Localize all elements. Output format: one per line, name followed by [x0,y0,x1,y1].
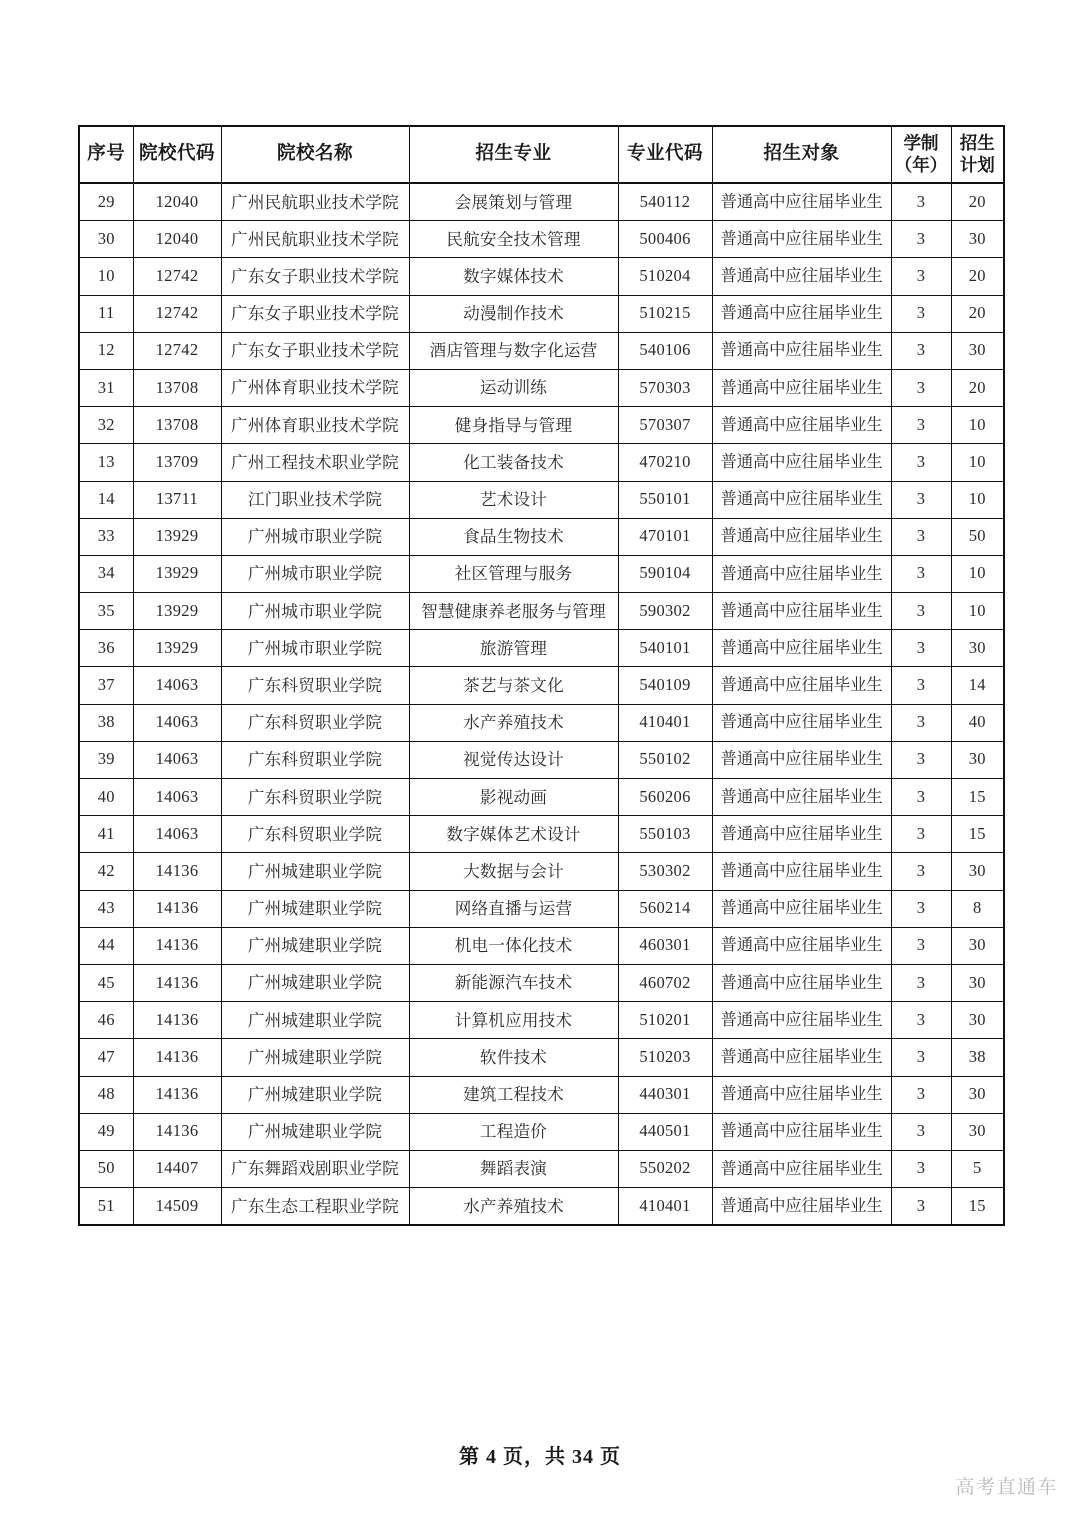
cell-institution-code: 13708 [133,369,221,406]
cell-seq: 14 [79,481,133,518]
cell-seq: 35 [79,593,133,630]
cell-institution-name: 广东女子职业技术学院 [221,258,409,295]
table-row [79,1150,1004,1187]
cell-years: 3 [891,1076,951,1113]
cell-plan: 20 [951,183,1004,221]
cell-major: 水产养殖技术 [409,1188,618,1226]
cell-years: 3 [891,258,951,295]
table-row [79,741,1004,778]
cell-institution-name: 广东科贸职业学院 [221,816,409,853]
cell-major: 会展策划与管理 [409,183,618,221]
column-header-institution-code: 院校代码 [133,126,221,183]
cell-seq: 34 [79,555,133,592]
column-header-years [891,126,951,183]
column-header-plan-line1: 招生 [959,132,995,153]
cell-years: 3 [891,704,951,741]
cell-institution-name: 广东科贸职业学院 [221,667,409,704]
cell-seq: 40 [79,779,133,816]
cell-years: 3 [891,1150,951,1187]
cell-plan: 14 [951,667,1004,704]
cell-major: 智慧健康养老服务与管理 [409,593,618,630]
admissions-table-container [78,125,1003,1226]
cell-target: 普通高中应往届毕业生 [712,369,891,406]
cell-institution-name: 广东科贸职业学院 [221,704,409,741]
cell-major-code: 500406 [618,221,712,258]
cell-target: 普通高中应往届毕业生 [712,481,891,518]
table-row [79,332,1004,369]
cell-seq: 41 [79,816,133,853]
cell-years: 3 [891,1188,951,1226]
cell-plan: 10 [951,593,1004,630]
cell-institution-code: 13708 [133,407,221,444]
cell-institution-code: 12040 [133,183,221,221]
column-header-major: 招生专业 [409,126,618,183]
cell-years: 3 [891,1002,951,1039]
cell-institution-code: 12040 [133,221,221,258]
cell-major: 酒店管理与数字化运营 [409,332,618,369]
cell-plan: 10 [951,481,1004,518]
cell-institution-code: 14136 [133,853,221,890]
cell-major-code: 460702 [618,964,712,1001]
cell-institution-code: 14136 [133,1002,221,1039]
cell-target: 普通高中应往届毕业生 [712,1076,891,1113]
cell-plan: 15 [951,1188,1004,1226]
cell-major: 软件技术 [409,1039,618,1076]
table-header-row [79,126,1004,183]
cell-institution-name: 江门职业技术学院 [221,481,409,518]
table-row [79,1188,1004,1226]
cell-plan: 8 [951,890,1004,927]
cell-major: 数字媒体技术 [409,258,618,295]
cell-major-code: 590104 [618,555,712,592]
cell-plan: 20 [951,295,1004,332]
cell-institution-code: 14509 [133,1188,221,1226]
cell-institution-name: 广东生态工程职业学院 [221,1188,409,1226]
cell-target: 普通高中应往届毕业生 [712,1113,891,1150]
page-footer: 第 4 页，共 34 页 [459,1446,621,1468]
cell-institution-code: 14063 [133,779,221,816]
cell-institution-name: 广州体育职业技术学院 [221,407,409,444]
cell-major-code: 510201 [618,1002,712,1039]
cell-institution-name: 广州城市职业学院 [221,555,409,592]
cell-seq: 43 [79,890,133,927]
cell-major-code: 510204 [618,258,712,295]
table-row [79,444,1004,481]
table-body [79,183,1004,1225]
cell-years: 3 [891,667,951,704]
cell-major-code: 470101 [618,518,712,555]
cell-plan: 30 [951,630,1004,667]
table-row [79,1039,1004,1076]
cell-major-code: 550103 [618,816,712,853]
cell-institution-code: 13709 [133,444,221,481]
table-row [79,1076,1004,1113]
table-row [79,593,1004,630]
cell-plan: 30 [951,221,1004,258]
cell-seq: 30 [79,221,133,258]
cell-institution-name: 广州民航职业技术学院 [221,183,409,221]
cell-institution-code: 12742 [133,258,221,295]
cell-plan: 30 [951,741,1004,778]
table-row [79,964,1004,1001]
cell-major: 茶艺与茶文化 [409,667,618,704]
cell-plan: 30 [951,332,1004,369]
cell-target: 普通高中应往届毕业生 [712,890,891,927]
cell-seq: 11 [79,295,133,332]
cell-institution-name: 广东女子职业技术学院 [221,332,409,369]
cell-years: 3 [891,853,951,890]
cell-years: 3 [891,779,951,816]
table-header [79,126,1004,183]
cell-institution-code: 13929 [133,555,221,592]
cell-plan: 38 [951,1039,1004,1076]
cell-plan: 10 [951,555,1004,592]
cell-major: 健身指导与管理 [409,407,618,444]
column-header-seq: 序号 [79,126,133,183]
cell-major: 食品生物技术 [409,518,618,555]
table-row [79,295,1004,332]
cell-institution-name: 广东科贸职业学院 [221,741,409,778]
cell-years: 3 [891,332,951,369]
cell-target: 普通高中应往届毕业生 [712,1039,891,1076]
cell-institution-name: 广东舞蹈戏剧职业学院 [221,1150,409,1187]
table-row [79,481,1004,518]
cell-institution-name: 广东科贸职业学院 [221,779,409,816]
cell-years: 3 [891,816,951,853]
cell-target: 普通高中应往届毕业生 [712,183,891,221]
cell-years: 3 [891,407,951,444]
cell-institution-code: 14063 [133,816,221,853]
cell-major: 舞蹈表演 [409,1150,618,1187]
table-row [79,816,1004,853]
cell-major: 机电一体化技术 [409,927,618,964]
cell-plan: 5 [951,1150,1004,1187]
cell-major: 建筑工程技术 [409,1076,618,1113]
table-row [79,779,1004,816]
cell-major: 工程造价 [409,1113,618,1150]
cell-major: 影视动画 [409,779,618,816]
cell-plan: 30 [951,964,1004,1001]
cell-years: 3 [891,444,951,481]
cell-major: 视觉传达设计 [409,741,618,778]
table-row [79,1113,1004,1150]
cell-seq: 51 [79,1188,133,1226]
cell-institution-name: 广州城建职业学院 [221,890,409,927]
table-row [79,221,1004,258]
cell-major-code: 560206 [618,779,712,816]
cell-institution-name: 广州城建职业学院 [221,1076,409,1113]
cell-seq: 13 [79,444,133,481]
cell-target: 普通高中应往届毕业生 [712,258,891,295]
cell-years: 3 [891,555,951,592]
cell-target: 普通高中应往届毕业生 [712,1002,891,1039]
cell-major-code: 550102 [618,741,712,778]
cell-plan: 30 [951,1002,1004,1039]
cell-major-code: 510215 [618,295,712,332]
cell-institution-name: 广东女子职业技术学院 [221,295,409,332]
cell-major-code: 410401 [618,704,712,741]
cell-plan: 15 [951,816,1004,853]
cell-seq: 45 [79,964,133,1001]
cell-major-code: 550202 [618,1150,712,1187]
cell-institution-name: 广州城市职业学院 [221,630,409,667]
cell-major-code: 540106 [618,332,712,369]
cell-seq: 36 [79,630,133,667]
cell-years: 3 [891,593,951,630]
cell-target: 普通高中应往届毕业生 [712,518,891,555]
table-row [79,518,1004,555]
cell-institution-code: 14136 [133,890,221,927]
cell-major-code: 590302 [618,593,712,630]
cell-target: 普通高中应往届毕业生 [712,964,891,1001]
cell-major: 水产养殖技术 [409,704,618,741]
cell-major-code: 540101 [618,630,712,667]
cell-institution-code: 12742 [133,295,221,332]
cell-target: 普通高中应往届毕业生 [712,630,891,667]
cell-major-code: 550101 [618,481,712,518]
table-row [79,927,1004,964]
cell-target: 普通高中应往届毕业生 [712,407,891,444]
table-row [79,369,1004,406]
table-row [79,258,1004,295]
cell-target: 普通高中应往届毕业生 [712,221,891,258]
cell-major: 旅游管理 [409,630,618,667]
cell-target: 普通高中应往届毕业生 [712,444,891,481]
cell-target: 普通高中应往届毕业生 [712,816,891,853]
cell-target: 普通高中应往届毕业生 [712,1150,891,1187]
cell-institution-code: 14136 [133,927,221,964]
cell-seq: 50 [79,1150,133,1187]
cell-target: 普通高中应往届毕业生 [712,704,891,741]
cell-seq: 12 [79,332,133,369]
cell-plan: 20 [951,258,1004,295]
cell-years: 3 [891,221,951,258]
cell-institution-code: 14136 [133,1039,221,1076]
cell-seq: 29 [79,183,133,221]
cell-institution-code: 12742 [133,332,221,369]
cell-seq: 46 [79,1002,133,1039]
cell-major-code: 560214 [618,890,712,927]
cell-seq: 42 [79,853,133,890]
cell-institution-name: 广州民航职业技术学院 [221,221,409,258]
cell-major: 大数据与会计 [409,853,618,890]
table-row [79,630,1004,667]
cell-seq: 49 [79,1113,133,1150]
cell-institution-name: 广州工程技术职业学院 [221,444,409,481]
cell-institution-name: 广州城市职业学院 [221,593,409,630]
cell-years: 3 [891,630,951,667]
cell-years: 3 [891,964,951,1001]
cell-years: 3 [891,295,951,332]
cell-plan: 50 [951,518,1004,555]
column-header-years-line1: 学制 [903,132,939,153]
cell-institution-code: 13929 [133,630,221,667]
cell-major: 数字媒体艺术设计 [409,816,618,853]
table-row [79,667,1004,704]
cell-plan: 10 [951,407,1004,444]
cell-seq: 48 [79,1076,133,1113]
cell-institution-name: 广州体育职业技术学院 [221,369,409,406]
cell-years: 3 [891,927,951,964]
cell-target: 普通高中应往届毕业生 [712,593,891,630]
cell-institution-code: 13711 [133,481,221,518]
column-header-plan [951,126,1004,183]
cell-seq: 33 [79,518,133,555]
cell-major-code: 570303 [618,369,712,406]
cell-years: 3 [891,518,951,555]
cell-institution-name: 广州城建职业学院 [221,1002,409,1039]
column-header-years-line2: （年） [894,154,948,175]
cell-institution-name: 广州城建职业学院 [221,1113,409,1150]
cell-seq: 47 [79,1039,133,1076]
cell-plan: 30 [951,927,1004,964]
cell-target: 普通高中应往届毕业生 [712,295,891,332]
cell-major: 社区管理与服务 [409,555,618,592]
cell-institution-name: 广州城建职业学院 [221,853,409,890]
cell-major-code: 530302 [618,853,712,890]
admissions-table [78,125,1005,1226]
cell-seq: 10 [79,258,133,295]
table-row [79,853,1004,890]
cell-major-code: 440501 [618,1113,712,1150]
cell-institution-code: 14136 [133,1076,221,1113]
cell-target: 普通高中应往届毕业生 [712,741,891,778]
cell-target: 普通高中应往届毕业生 [712,1188,891,1226]
cell-years: 3 [891,481,951,518]
cell-target: 普通高中应往届毕业生 [712,927,891,964]
cell-major-code: 540109 [618,667,712,704]
cell-years: 3 [891,183,951,221]
cell-major: 民航安全技术管理 [409,221,618,258]
cell-major: 动漫制作技术 [409,295,618,332]
cell-years: 3 [891,1113,951,1150]
cell-institution-code: 14136 [133,964,221,1001]
cell-institution-code: 14407 [133,1150,221,1187]
column-header-target: 招生对象 [712,126,891,183]
cell-institution-name: 广州城建职业学院 [221,927,409,964]
cell-major-code: 410401 [618,1188,712,1226]
table-row [79,1002,1004,1039]
cell-institution-name: 广州城市职业学院 [221,518,409,555]
cell-plan: 40 [951,704,1004,741]
cell-major-code: 460301 [618,927,712,964]
table-row [79,407,1004,444]
cell-plan: 30 [951,853,1004,890]
cell-major-code: 570307 [618,407,712,444]
cell-target: 普通高中应往届毕业生 [712,779,891,816]
cell-institution-code: 13929 [133,518,221,555]
cell-plan: 30 [951,1076,1004,1113]
cell-institution-code: 14063 [133,667,221,704]
cell-seq: 44 [79,927,133,964]
table-row [79,890,1004,927]
cell-institution-code: 14063 [133,704,221,741]
cell-major-code: 510203 [618,1039,712,1076]
cell-plan: 10 [951,444,1004,481]
cell-plan: 15 [951,779,1004,816]
column-header-plan-line2: 计划 [959,154,995,175]
cell-seq: 31 [79,369,133,406]
cell-major-code: 440301 [618,1076,712,1113]
cell-institution-code: 13929 [133,593,221,630]
cell-years: 3 [891,741,951,778]
cell-major-code: 540112 [618,183,712,221]
cell-institution-name: 广州城建职业学院 [221,1039,409,1076]
cell-years: 3 [891,369,951,406]
cell-target: 普通高中应往届毕业生 [712,332,891,369]
cell-seq: 32 [79,407,133,444]
cell-plan: 30 [951,1113,1004,1150]
watermark: 高考直通车 [955,1477,1058,1498]
column-header-institution-name: 院校名称 [221,126,409,183]
cell-seq: 39 [79,741,133,778]
cell-seq: 37 [79,667,133,704]
cell-major: 计算机应用技术 [409,1002,618,1039]
cell-major: 化工装备技术 [409,444,618,481]
cell-seq: 38 [79,704,133,741]
table-row [79,555,1004,592]
cell-years: 3 [891,890,951,927]
cell-years: 3 [891,1039,951,1076]
cell-institution-code: 14136 [133,1113,221,1150]
cell-major: 新能源汽车技术 [409,964,618,1001]
cell-major-code: 470210 [618,444,712,481]
cell-plan: 20 [951,369,1004,406]
cell-target: 普通高中应往届毕业生 [712,555,891,592]
cell-target: 普通高中应往届毕业生 [712,853,891,890]
cell-target: 普通高中应往届毕业生 [712,667,891,704]
cell-major: 艺术设计 [409,481,618,518]
table-row [79,183,1004,221]
cell-institution-name: 广州城建职业学院 [221,964,409,1001]
table-row [79,704,1004,741]
cell-institution-code: 14063 [133,741,221,778]
cell-major: 运动训练 [409,369,618,406]
column-header-major-code: 专业代码 [618,126,712,183]
cell-major: 网络直播与运营 [409,890,618,927]
